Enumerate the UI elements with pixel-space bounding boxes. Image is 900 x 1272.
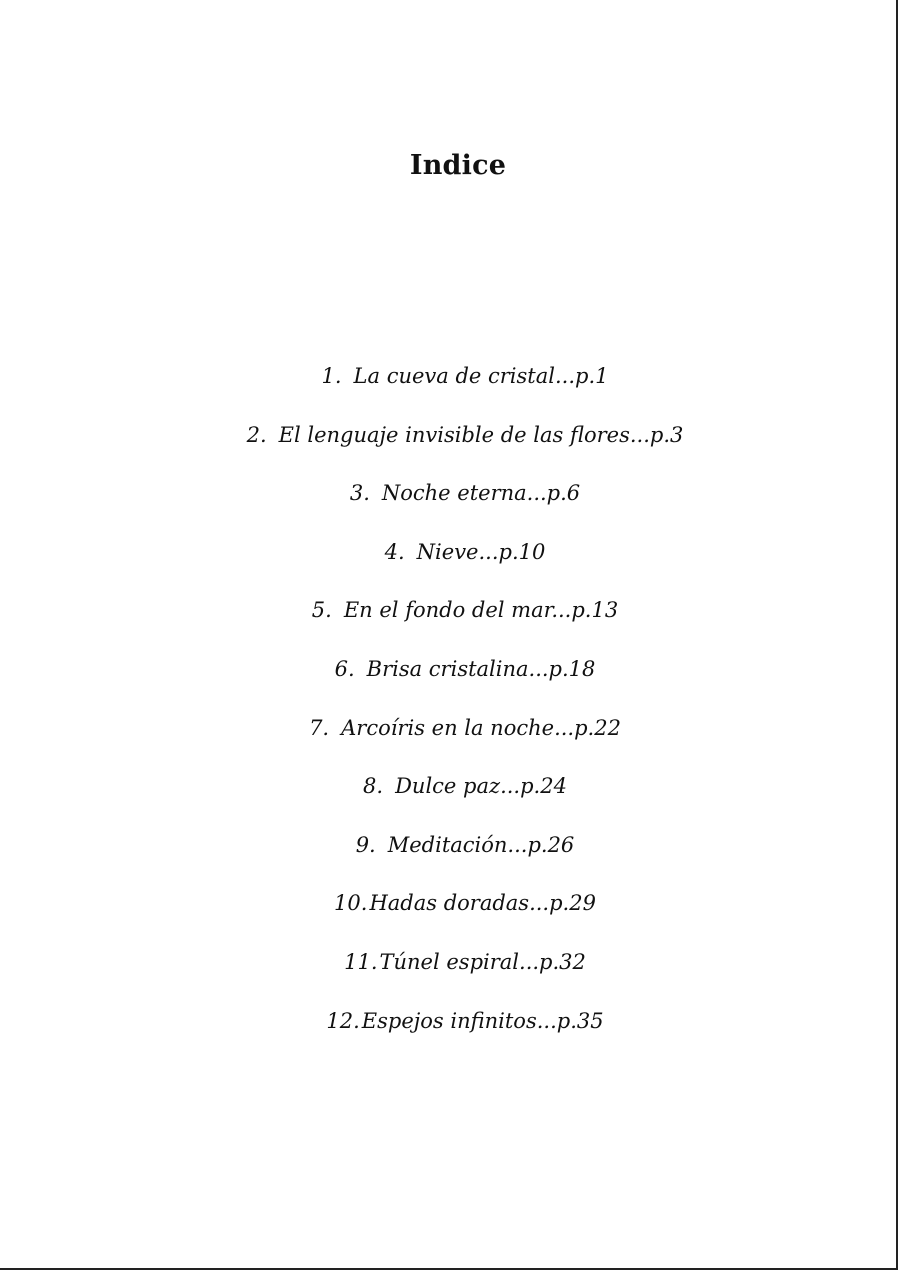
toc-entry-8 xyxy=(0,768,900,827)
toc-entry-number: 4. xyxy=(384,539,405,564)
toc-entry-4 xyxy=(0,534,900,593)
toc-entry-number: 6. xyxy=(334,656,355,681)
toc-entry-12 xyxy=(0,1003,900,1062)
toc-entry-number: 1. xyxy=(321,364,342,388)
toc-entry-text: Nieve...p.10 xyxy=(416,539,546,564)
toc-entry-text: Espejos infinitos...p.35 xyxy=(361,1008,604,1033)
toc-entry-text: Túnel espiral...p.32 xyxy=(379,949,586,974)
toc-entry-number: 9. xyxy=(355,832,376,857)
toc-entry-11 xyxy=(0,944,900,1003)
toc-entry-number: 11. xyxy=(344,949,378,974)
toc-entry-number: 5. xyxy=(311,598,332,623)
toc-entry-10 xyxy=(0,885,900,944)
toc-entry-text: El lenguaje invisible de las flores...p.3 xyxy=(278,422,684,447)
toc-entry-6 xyxy=(0,651,900,710)
toc-entry-2 xyxy=(0,417,900,476)
toc-entry-text: Brisa cristalina...p.18 xyxy=(366,656,596,681)
toc-entry-7 xyxy=(0,710,900,769)
toc-entry-text: Hadas doradas...p.29 xyxy=(369,891,596,916)
page-title: Indice xyxy=(409,150,507,181)
toc-entry-5 xyxy=(0,592,900,651)
toc-entry-1 xyxy=(0,358,900,417)
toc-entry-text: Meditación...p.26 xyxy=(387,832,575,857)
toc-entry-3 xyxy=(0,475,900,534)
toc-entry-number: 7. xyxy=(309,715,330,740)
toc-entry-number: 8. xyxy=(363,774,384,799)
toc-entry-9 xyxy=(0,827,900,886)
toc-entry-text: En el fondo del mar...p.13 xyxy=(343,598,619,623)
toc-entry-number: 10. xyxy=(334,891,368,916)
toc-entry-number: 3. xyxy=(349,481,370,506)
toc-entry-text: Arcoíris en la noche...p.22 xyxy=(341,715,621,740)
toc-entry-number: 2. xyxy=(246,422,267,447)
toc-entry-text: La cueva de cristal...p.1 xyxy=(353,364,609,388)
toc-entry-text: Noche eterna...p.6 xyxy=(381,481,581,506)
toc-entry-number: 12. xyxy=(326,1008,360,1033)
table-of-contents xyxy=(0,358,900,1061)
toc-entry-text: Dulce paz...p.24 xyxy=(395,774,567,799)
